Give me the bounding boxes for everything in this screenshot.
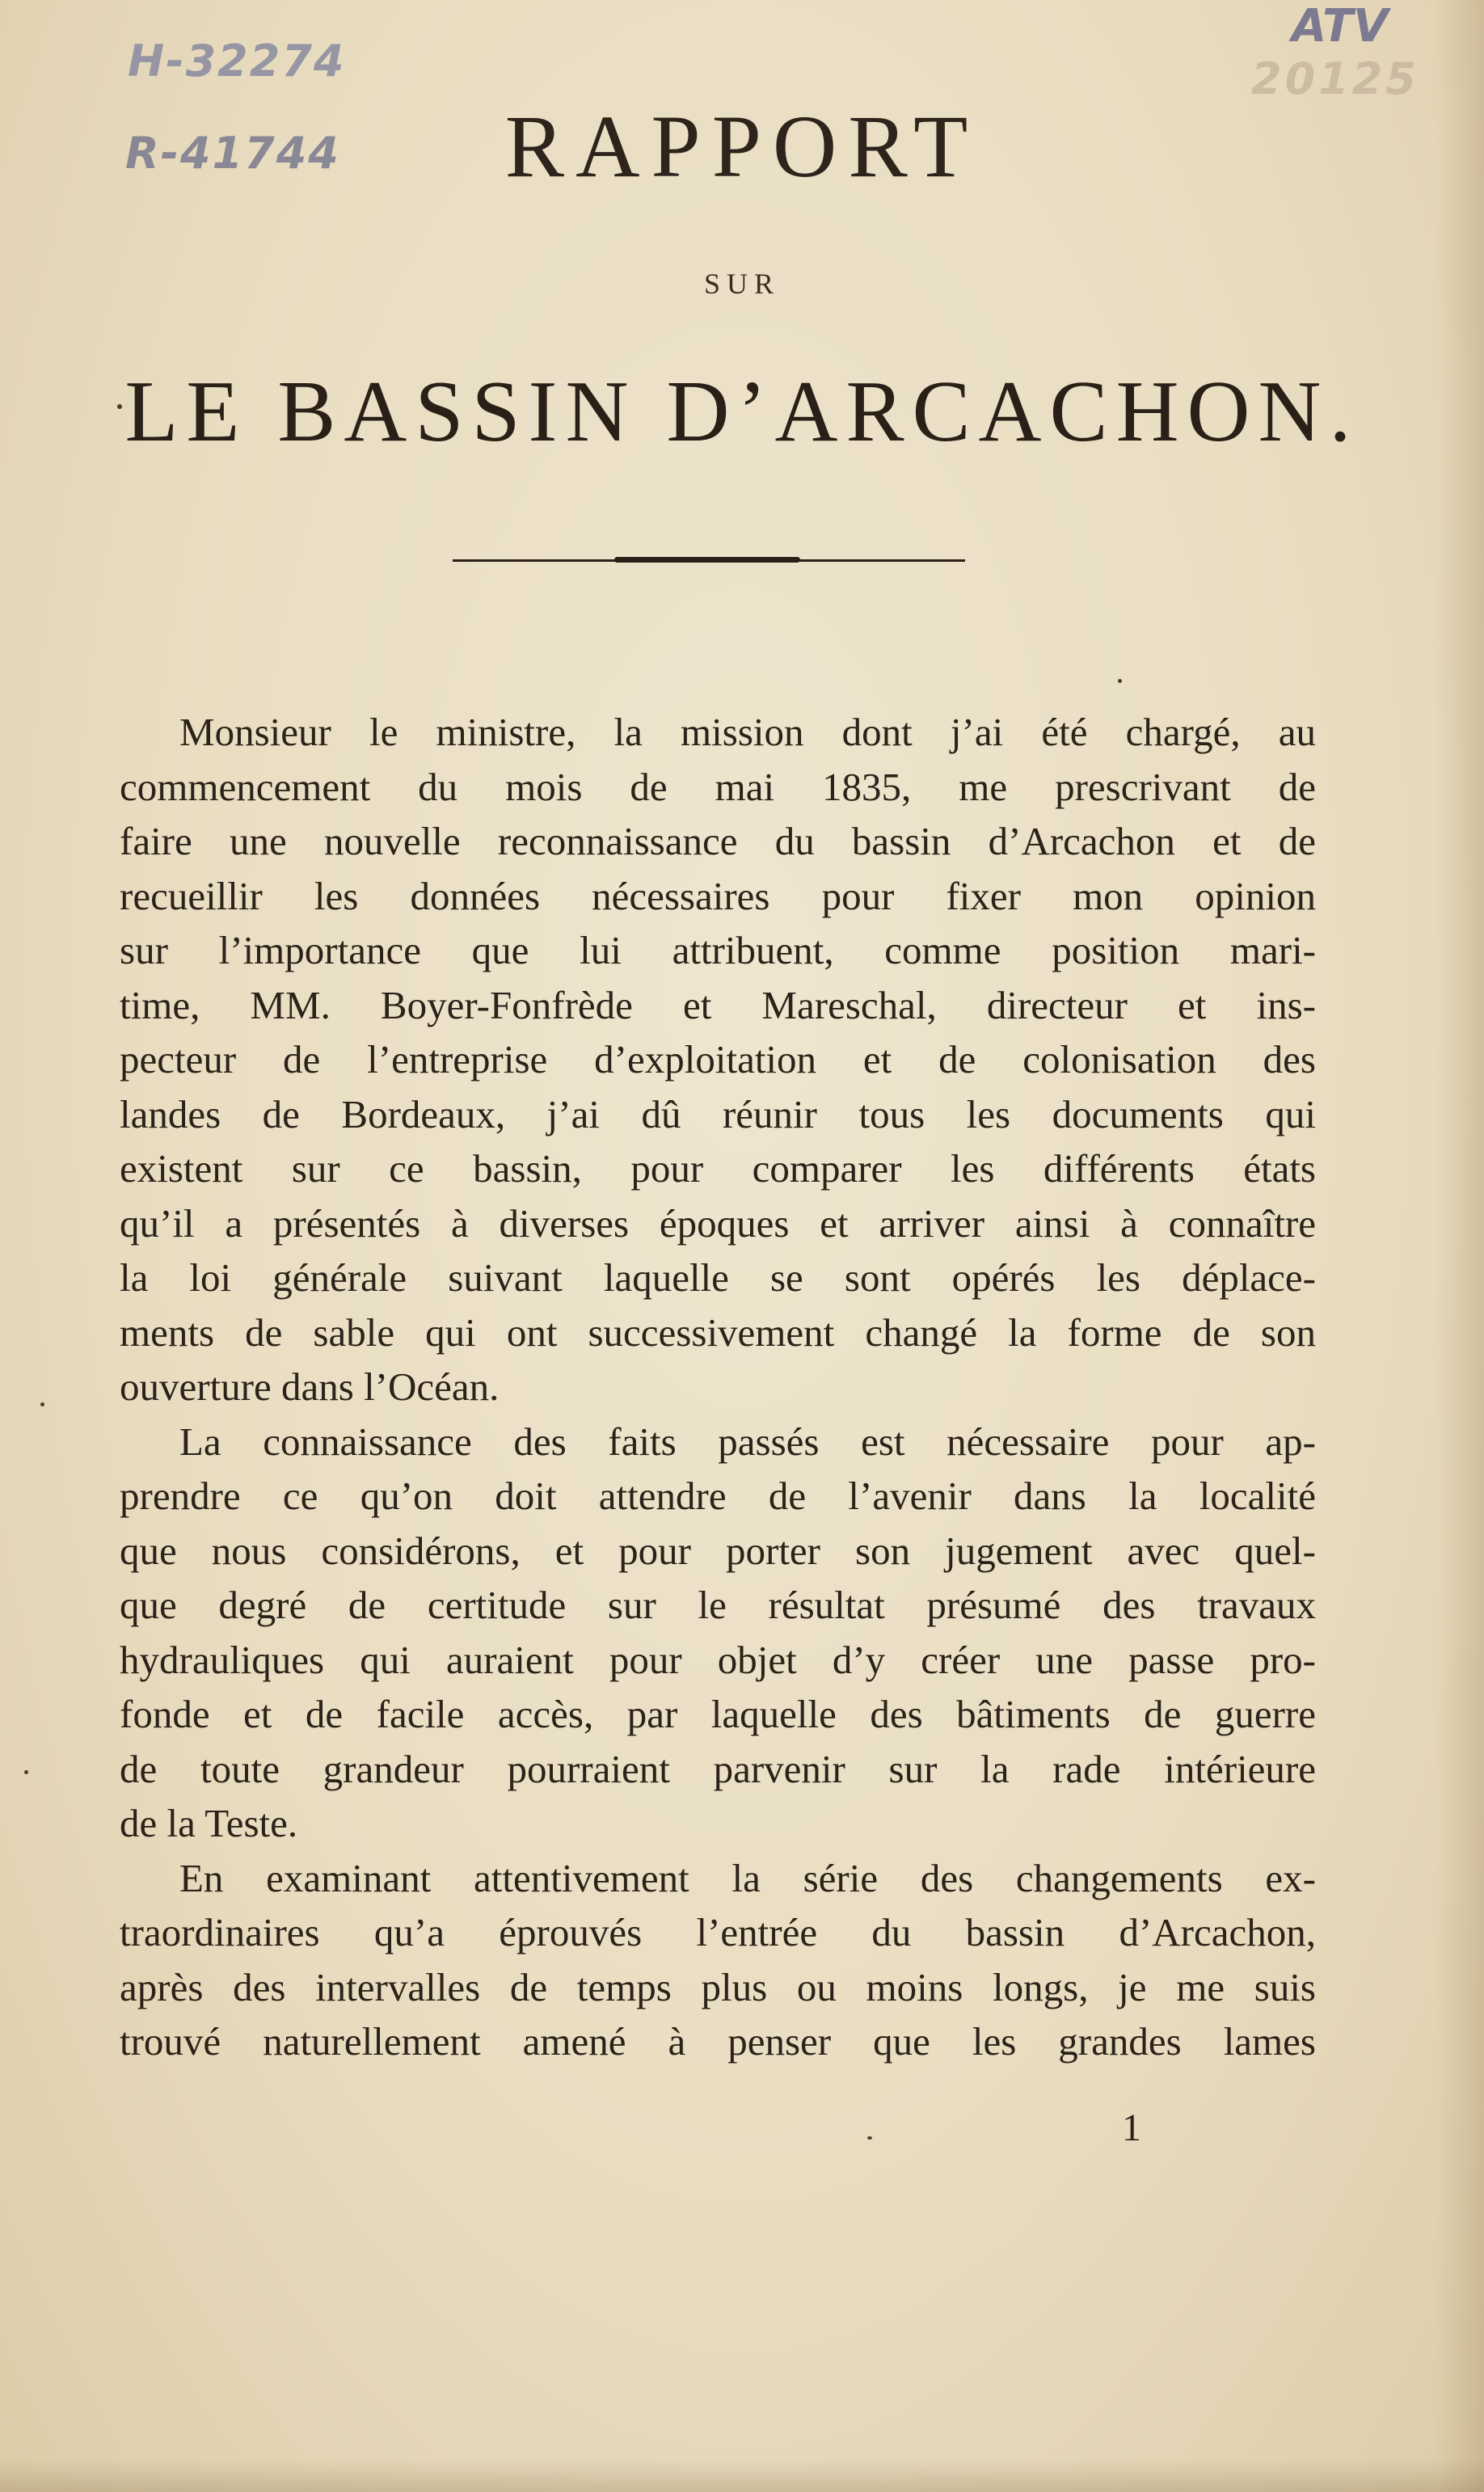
text-line: pecteur de l’entreprise d’exploitation et de colonisation des — [120, 1037, 1316, 1082]
text-line: existent sur ce bassin, pour comparer les différents états — [120, 1146, 1316, 1191]
text-line: après des intervalles de temps plus ou moins longs, je me suis — [120, 1964, 1316, 2009]
text-line: de toute grandeur pourraient parvenir sur la rade intérieure — [120, 1746, 1316, 1791]
paragraph-1 — [120, 705, 1316, 1415]
handwritten-code: ATV — [1292, 0, 1389, 53]
text-line: qu’il a présentés à diverses époques et arriver ainsi à connaître — [120, 1200, 1316, 1246]
paper-speck — [24, 1770, 28, 1774]
handwritten-catalog-number: H-32274 — [128, 36, 346, 86]
text-line: La connaissance des faits passés est nécessaire pour ap- — [179, 1419, 1316, 1464]
handwritten-reference-number: R-41744 — [125, 128, 340, 179]
paper-speck — [117, 404, 122, 409]
text-line: ouverture dans l’Océan. — [120, 1364, 500, 1409]
body-text — [120, 705, 1316, 2069]
text-line: En examinant attentivement la série des changements ex- — [179, 1855, 1316, 1900]
text-line: traordinaires qu’a éprouvés l’entrée du bassin d’Arcachon, — [120, 1910, 1316, 1954]
decorative-rule-center — [614, 557, 800, 563]
text-line: trouvé naturellement amené à penser que les grandes lames — [120, 2019, 1316, 2064]
text-line: Monsieur le ministre, la mission dont j’ai été chargé, au — [179, 710, 1316, 754]
paragraph-3 — [120, 1851, 1316, 2069]
text-line: que nous considérons, et pour porter son jugement avec quel- — [120, 1528, 1316, 1573]
handwritten-faded-number: 20125 — [1251, 53, 1419, 104]
page-number: 1 — [1122, 2106, 1141, 2149]
title-connector: SUR — [703, 268, 781, 300]
document-subtitle: LE BASSIN D’ARCACHON. — [124, 364, 1360, 460]
text-line: la loi générale suivant laquelle se sont opérés les déplace- — [120, 1255, 1316, 1300]
text-line: commencement du mois de mai 1835, me prescrivant de — [120, 764, 1316, 809]
text-line: que degré de certitude sur le résultat présumé des travaux — [120, 1583, 1316, 1627]
text-line: faire une nouvelle reconnaissance du bassin d’Arcachon et de — [120, 819, 1316, 863]
text-line: recueillir les données nécessaires pour fixer mon opinion — [120, 873, 1316, 918]
page-bottom-shadow — [0, 2460, 1484, 2492]
paper-speck — [40, 1402, 44, 1406]
paragraph-2 — [120, 1415, 1316, 1851]
text-line: hydrauliques qui auraient pour objet d’y créer une passe pro- — [120, 1637, 1316, 1682]
text-line: ments de sable qui ont successivement changé la forme de son — [120, 1309, 1316, 1355]
text-line: de la Teste. — [120, 1801, 298, 1845]
paper-speck — [867, 2136, 872, 2140]
text-line: fonde et de facile accès, par laquelle des bâtiments de guerre — [120, 1692, 1316, 1736]
text-line: time, MM. Boyer-Fonfrède et Mareschal, directeur et ins- — [120, 982, 1316, 1027]
text-line: prendre ce qu’on doit attendre de l’avenir dans la localité — [120, 1474, 1316, 1518]
document-title: RAPPORT — [504, 97, 980, 196]
text-line: sur l’importance que lui attribuent, comme position mari- — [120, 928, 1316, 972]
text-line: landes de Bordeaux, j’ai dû réunir tous les documents qui — [120, 1091, 1316, 1136]
paper-speck — [1118, 679, 1122, 683]
